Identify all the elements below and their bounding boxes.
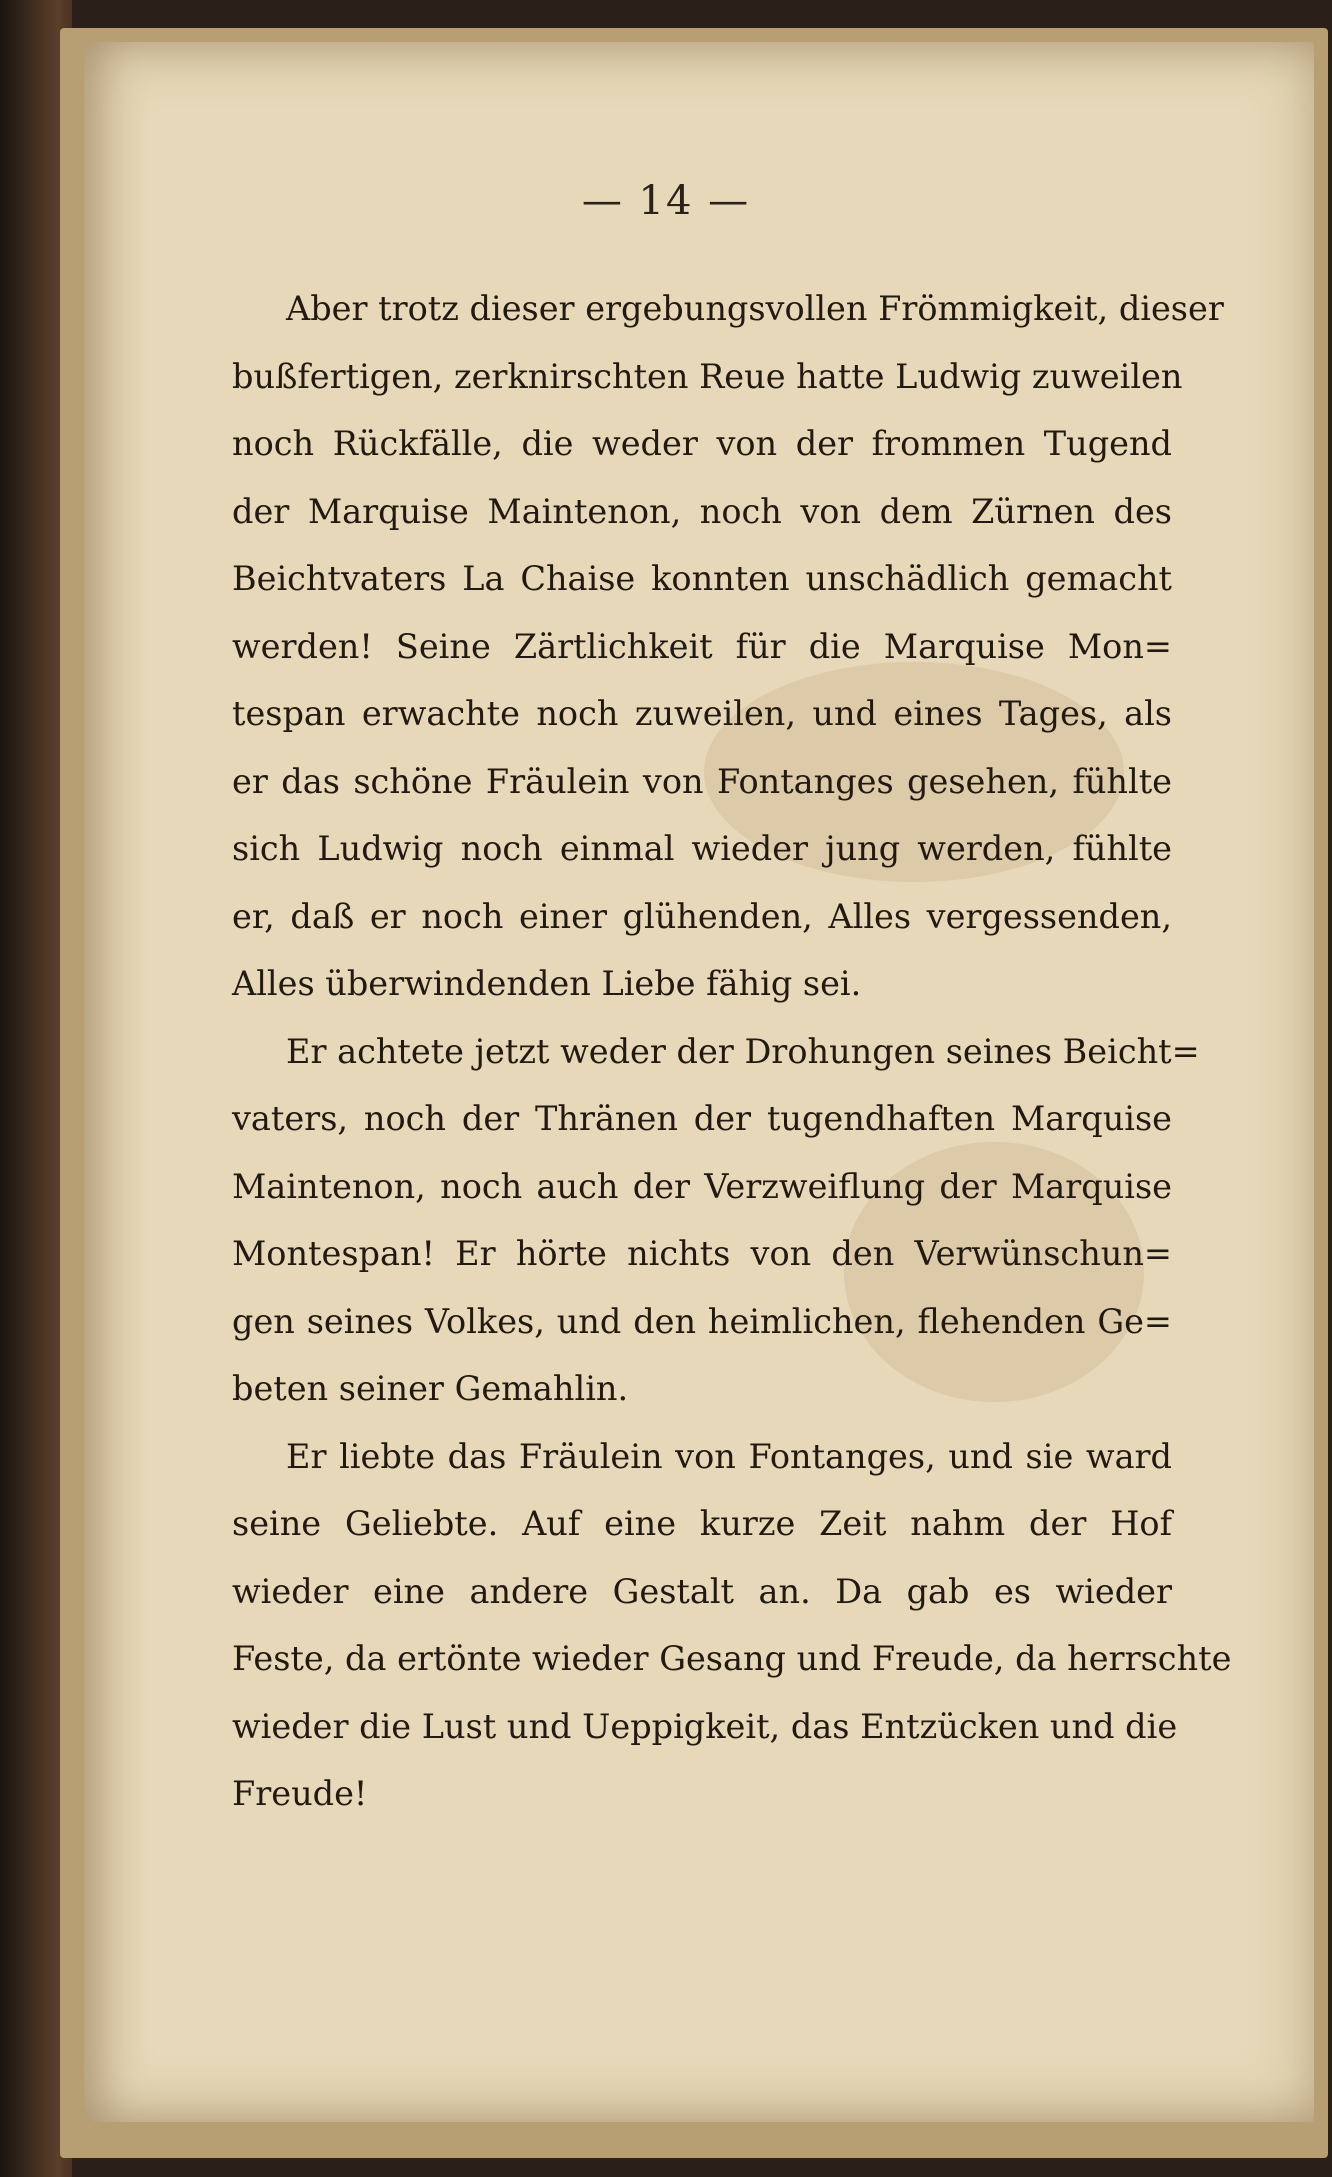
text-line: tespan erwachte noch zuweilen, und eines Tages, als: [232, 694, 1172, 733]
text-line: Montespan! Er hörte nichts von den Verwünschun=: [232, 1234, 1172, 1273]
text-line: Feste, da ertönte wieder Gesang und Freude, da herrschte: [232, 1639, 1232, 1678]
text-line: vaters, noch der Thränen der tugendhaften Marquise: [232, 1099, 1172, 1138]
text-line: beten seiner Gemahlin.: [232, 1369, 629, 1408]
text-line: bußfertigen, zerknirschten Reue hatte Ludwig zuweilen: [232, 356, 1183, 396]
page-body-text: [232, 275, 1232, 1828]
text-line: seine Geliebte. Auf eine kurze Zeit nahm der Hof: [232, 1504, 1172, 1543]
text-line: wieder eine andere Gestalt an. Da gab es wieder: [232, 1571, 1172, 1611]
text-line: er, daß er noch einer glühenden, Alles vergessenden,: [232, 896, 1172, 936]
text-line: er das schöne Fräulein von Fontanges gesehen, fühlte: [232, 761, 1172, 801]
text-line: Er liebte das Fräulein von Fontanges, und sie ward: [286, 1436, 1172, 1476]
paragraph-2: [232, 1018, 1200, 1423]
text-line: noch Rückfälle, die weder von der frommen Tugend: [232, 424, 1172, 463]
text-line: Alles überwindenden Liebe fähig sei.: [232, 964, 862, 1003]
text-line: Beichtvaters La Chaise konnten unschädlich gemacht: [232, 559, 1172, 598]
paragraph-3: [232, 1423, 1232, 1828]
text-line: Freude!: [232, 1774, 368, 1813]
text-line: der Marquise Maintenon, noch von dem Zürnen des: [232, 491, 1172, 531]
page-number: — 14 —: [581, 178, 751, 224]
text-line: werden! Seine Zärtlichkeit für die Marquise Mon=: [232, 626, 1172, 666]
text-line: Er achtete jetzt weder der Drohungen seines Beicht=: [286, 1031, 1200, 1071]
text-line: sich Ludwig noch einmal wieder jung werden, fühlte: [232, 829, 1172, 868]
text-line: Aber trotz dieser ergebungsvollen Frömmigkeit, dieser: [286, 289, 1224, 328]
text-line: gen seines Volkes, und den heimlichen, flehenden Ge=: [232, 1301, 1172, 1341]
text-line: wieder die Lust und Ueppigkeit, das Entzücken und die: [232, 1706, 1178, 1746]
paragraph-1: [232, 275, 1224, 1018]
text-line: Maintenon, noch auch der Verzweiflung der Marquise: [232, 1166, 1172, 1206]
